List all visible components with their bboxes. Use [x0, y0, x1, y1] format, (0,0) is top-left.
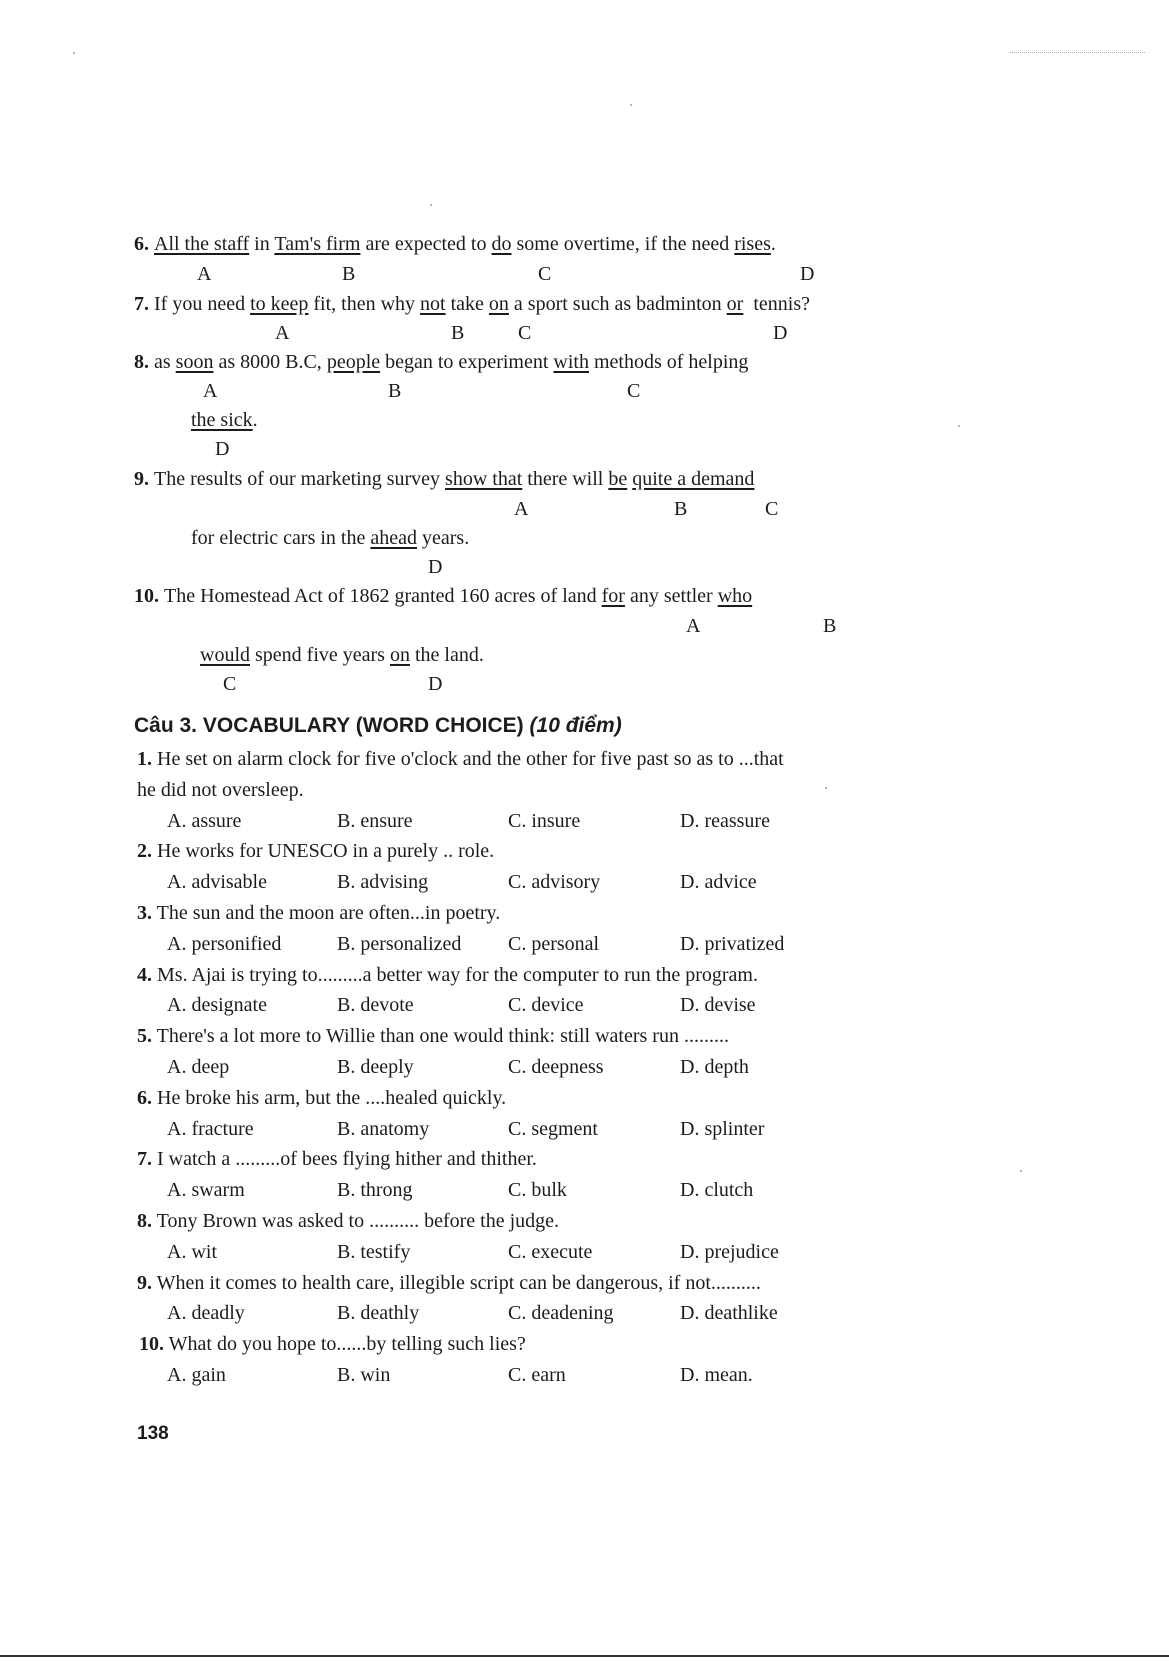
- vocab-question: [137, 1209, 559, 1233]
- answer-option[interactable]: C. device: [508, 994, 584, 1016]
- text-segment: years.: [417, 527, 470, 549]
- item-number: 5.: [137, 1025, 152, 1047]
- error-item-question: [134, 584, 752, 608]
- item-number: 7.: [137, 1148, 152, 1170]
- underlined-segment: who: [717, 585, 753, 607]
- answer-option[interactable]: C. execute: [508, 1241, 593, 1263]
- option-letter: B: [388, 380, 402, 402]
- item-number: 1.: [137, 748, 152, 770]
- text-segment: the land.: [409, 644, 484, 666]
- answer-option[interactable]: D. advice: [680, 871, 757, 893]
- underlined-segment: with: [553, 351, 589, 373]
- vocab-question: [137, 901, 500, 925]
- scan-artifact: [73, 52, 75, 54]
- item-number: 10.: [139, 1333, 164, 1355]
- item-number: 3.: [137, 902, 152, 924]
- option-letter: C: [627, 380, 641, 402]
- text-segment: as 8000 B.C,: [213, 351, 327, 373]
- text-segment: The Homestead Act of 1862 granted 160 acres of land: [164, 585, 602, 607]
- vocab-question: [139, 1332, 526, 1356]
- vocab-question: [137, 1024, 729, 1048]
- vocab-question: [137, 1086, 506, 1110]
- text-segment: some overtime, if the need: [511, 233, 735, 255]
- error-item-question: [134, 467, 754, 491]
- option-letter: D: [773, 322, 788, 344]
- answer-option[interactable]: D. depth: [680, 1056, 749, 1078]
- bottom-rule: [0, 1655, 1169, 1657]
- item-number: 8.: [137, 1210, 152, 1232]
- text-segment: began to experiment: [380, 351, 554, 373]
- error-item-continuation: [191, 408, 258, 432]
- option-letter: B: [823, 615, 837, 637]
- answer-option[interactable]: A. deep: [167, 1056, 230, 1078]
- error-item-question: [134, 350, 748, 374]
- answer-option[interactable]: A. gain: [167, 1364, 226, 1386]
- option-letter: A: [197, 263, 212, 285]
- underlined-segment: on: [488, 293, 509, 315]
- answer-option[interactable]: D. clutch: [680, 1179, 754, 1201]
- vocab-question: [137, 963, 758, 987]
- answer-option[interactable]: D. privatized: [680, 933, 785, 955]
- text-segment: a sport such as badminton: [508, 293, 727, 315]
- answer-option[interactable]: D. prejudice: [680, 1241, 779, 1263]
- question-text: Tony Brown was asked to .......... before the judge.: [156, 1210, 560, 1232]
- option-letter: D: [428, 556, 443, 578]
- item-number: 10.: [134, 585, 164, 607]
- scan-artifact: [1010, 52, 1145, 53]
- answer-option[interactable]: B. anatomy: [337, 1118, 430, 1140]
- option-letter: C: [223, 673, 237, 695]
- text-segment: .: [252, 409, 258, 431]
- answer-option[interactable]: A. designate: [167, 994, 267, 1016]
- option-letter: D: [800, 263, 815, 285]
- answer-option[interactable]: C. bulk: [508, 1179, 567, 1201]
- underlined-segment: quite a demand: [632, 468, 755, 490]
- item-number: 6.: [137, 1087, 152, 1109]
- question-text: He works for UNESCO in a purely .. role.: [157, 840, 495, 862]
- option-letter: A: [686, 615, 701, 637]
- question-text: He set on alarm clock for five o'clock and the other for five past so as to ...that: [157, 748, 784, 770]
- question-text: The sun and the moon are often...in poetry.: [156, 902, 501, 924]
- section-heading: [134, 713, 622, 739]
- text-segment: .: [770, 233, 776, 255]
- item-number: 8.: [134, 351, 154, 373]
- answer-option[interactable]: C. personal: [508, 933, 600, 955]
- option-letter: C: [538, 263, 552, 285]
- underlined-segment: or: [726, 293, 744, 315]
- answer-option[interactable]: D. devise: [680, 994, 756, 1016]
- item-number: 6.: [134, 233, 154, 255]
- answer-option[interactable]: C. earn: [508, 1364, 566, 1386]
- question-text: When it comes to health care, illegible script can be dangerous, if not..........: [156, 1272, 761, 1294]
- underlined-segment: soon: [175, 351, 214, 373]
- text-segment: spend five years: [250, 644, 390, 666]
- answer-option[interactable]: D. deathlike: [680, 1302, 778, 1324]
- answer-option[interactable]: B. throng: [337, 1179, 413, 1201]
- answer-option[interactable]: A. assure: [167, 810, 242, 832]
- vocab-question: [137, 747, 784, 771]
- answer-option[interactable]: C. segment: [508, 1118, 598, 1140]
- option-letter: A: [275, 322, 290, 344]
- underlined-segment: would: [200, 644, 250, 666]
- answer-option[interactable]: D. mean.: [680, 1364, 753, 1386]
- answer-option[interactable]: C. advisory: [508, 871, 601, 893]
- item-number: 9.: [137, 1272, 152, 1294]
- question-text: I watch a .........of bees flying hither and thither.: [157, 1148, 537, 1170]
- answer-option[interactable]: A. wit: [167, 1241, 217, 1263]
- answer-option[interactable]: D. splinter: [680, 1118, 765, 1140]
- option-letter: A: [203, 380, 218, 402]
- underlined-segment: not: [420, 293, 446, 315]
- option-letter: B: [451, 322, 465, 344]
- text-segment: take: [445, 293, 489, 315]
- option-letter: C: [518, 322, 532, 344]
- vocab-question-continuation: he did not oversleep.: [137, 779, 304, 801]
- text-segment: methods of helping: [588, 351, 749, 373]
- vocab-question: [137, 1271, 761, 1295]
- answer-option[interactable]: B. advising: [337, 871, 429, 893]
- underlined-segment: do: [491, 233, 512, 255]
- text-segment: The results of our marketing survey: [154, 468, 446, 490]
- underlined-segment: the sick: [191, 409, 253, 431]
- answer-option[interactable]: A. personified: [167, 933, 282, 955]
- scan-artifact: [630, 104, 632, 106]
- answer-option[interactable]: D. reassure: [680, 810, 770, 832]
- answer-option[interactable]: B. deathly: [337, 1302, 420, 1324]
- text-segment: in: [249, 233, 275, 255]
- underlined-segment: for: [601, 585, 625, 607]
- option-letter: D: [428, 673, 443, 695]
- answer-option[interactable]: B. personalized: [337, 933, 462, 955]
- error-item-question: [134, 232, 776, 256]
- answer-option[interactable]: A. advisable: [167, 871, 267, 893]
- error-item-question: [134, 292, 810, 316]
- item-number: 2.: [137, 840, 152, 862]
- question-text: Ms. Ajai is trying to.........a better way for the computer to run the program.: [157, 964, 758, 986]
- text-segment: any settler: [624, 585, 718, 607]
- section-points: (10 điểm): [529, 714, 622, 737]
- option-letter: D: [215, 438, 230, 460]
- underlined-segment: show that: [445, 468, 523, 490]
- scan-artifact: [1020, 1170, 1022, 1172]
- vocab-question: [137, 839, 494, 863]
- answer-option[interactable]: A. fracture: [167, 1118, 254, 1140]
- answer-option[interactable]: B. devote: [337, 994, 414, 1016]
- question-text: There's a lot more to Willie than one would think: still waters run .........: [156, 1025, 729, 1047]
- text-segment: for electric cars in the: [191, 527, 371, 549]
- item-number: 9.: [134, 468, 154, 490]
- error-item-continuation: [191, 526, 469, 550]
- item-number: 4.: [137, 964, 152, 986]
- scan-artifact: [430, 204, 432, 206]
- page-number: 138: [137, 1423, 169, 1444]
- question-text: He broke his arm, but the ....healed quickly.: [157, 1087, 507, 1109]
- answer-option[interactable]: C. insure: [508, 810, 581, 832]
- text-segment: as: [154, 351, 176, 373]
- underlined-segment: be: [608, 468, 628, 490]
- text-segment: fit, then why: [308, 293, 421, 315]
- underlined-segment: rises: [734, 233, 771, 255]
- underlined-segment: people: [326, 351, 381, 373]
- text-segment: there will: [522, 468, 609, 490]
- underlined-segment: ahead: [370, 527, 417, 549]
- option-letter: C: [765, 498, 779, 520]
- text-segment: If you need: [154, 293, 251, 315]
- text-segment: tennis?: [743, 293, 810, 315]
- item-number: 7.: [134, 293, 154, 315]
- section-title: Câu 3. VOCABULARY (WORD CHOICE): [134, 714, 530, 737]
- vocab-question: [137, 1147, 537, 1171]
- answer-option[interactable]: B. deeply: [337, 1056, 414, 1078]
- answer-option[interactable]: A. swarm: [167, 1179, 245, 1201]
- option-letter: B: [342, 263, 356, 285]
- option-letter: A: [514, 498, 529, 520]
- answer-option[interactable]: C. deepness: [508, 1056, 604, 1078]
- underlined-segment: All the staff: [154, 233, 250, 255]
- underlined-segment: to keep: [250, 293, 309, 315]
- answer-option[interactable]: C. deadening: [508, 1302, 614, 1324]
- text-segment: are expected to: [360, 233, 492, 255]
- scan-artifact: [825, 787, 827, 789]
- answer-option[interactable]: B. ensure: [337, 810, 413, 832]
- error-item-continuation: [200, 643, 484, 667]
- underlined-segment: on: [389, 644, 410, 666]
- answer-option[interactable]: B. win: [337, 1364, 391, 1386]
- underlined-segment: Tam's firm: [274, 233, 361, 255]
- question-text: What do you hope to......by telling such lies?: [168, 1333, 526, 1355]
- answer-option[interactable]: B. testify: [337, 1241, 411, 1263]
- answer-option[interactable]: A. deadly: [167, 1302, 245, 1324]
- scan-artifact: [958, 425, 960, 427]
- option-letter: B: [674, 498, 688, 520]
